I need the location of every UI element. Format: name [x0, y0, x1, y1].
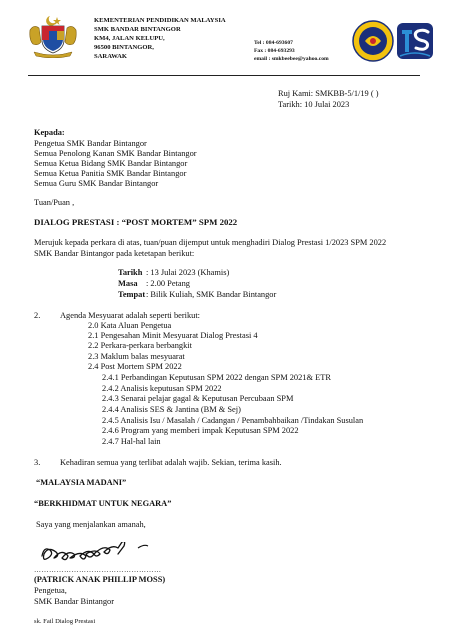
recipient-line: Semua Penolong Kanan SMK Bandar Bintangor	[34, 149, 197, 158]
address-line-1: KM4, JALAN KELUPU,	[94, 35, 165, 42]
email: email : smkbeebee@yahoo.com	[254, 56, 329, 62]
telephone: Tel : 084-693607	[254, 40, 293, 46]
ministry-name: KEMENTERIAN PENDIDIKAN MALAYSIA	[94, 17, 226, 24]
fax: Fax : 084-693293	[254, 48, 295, 54]
recipients-heading: Kepada:	[34, 128, 65, 137]
agenda-item: 2.0 Kata Aluan Pengetua	[88, 321, 172, 330]
agenda-item: 2.2 Perkara-perkara berbangkit	[88, 341, 192, 350]
school-badge-icon	[352, 20, 394, 62]
recipient-line: Semua Ketua Panitia SMK Bandar Bintangor	[34, 169, 187, 178]
school-name: SMK BANDAR BINTANGOR	[94, 26, 181, 33]
subject-title: DIALOG PRESTASI : “POST MORTEM” SPM 2022	[34, 217, 238, 227]
intro-line: SMK Bandar Bintangor pada ketetapan berikut:	[34, 249, 195, 258]
agenda-number: 2.	[34, 311, 41, 320]
slogan-berkhidmat: “BERKHIDMAT UNTUK NEGARA”	[34, 499, 172, 508]
signatory-school: SMK Bandar Bintangor	[34, 597, 115, 606]
detail-value-venue: : Bilik Kuliah, SMK Bandar Bintangor	[146, 290, 277, 299]
point-3-text: Kehadiran semua yang terlibat adalah wajib. Sekian, terima kasih.	[60, 458, 282, 467]
school-logo	[352, 20, 394, 62]
agenda-subitem: 2.4.5 Analisis Isu / Masalah / Cadangan / Penambahbaikan /Tindakan Susulan	[102, 416, 364, 425]
address-line-2: 96500 BINTANGOR,	[94, 44, 154, 51]
recipient-line: Semua Ketua Bidang SMK Bandar Bintangor	[34, 159, 188, 168]
signature	[34, 542, 164, 568]
reference-number: Ruj Kami: SMKBB-5/1/19 ( )	[278, 89, 379, 98]
signature-line: ……………………………………………	[34, 566, 162, 574]
agenda-subitem: 2.4.2 Analisis keputusan SPM 2022	[102, 384, 222, 393]
agenda-item: 2.4 Post Mortem SPM 2022	[88, 362, 182, 371]
kpm-logo-icon	[396, 20, 434, 62]
address-line-3: SARAWAK	[94, 53, 127, 60]
slogan-malaysia-madani: “MALAYSIA MADANI”	[36, 478, 127, 487]
letter-date: Tarikh: 10 Julai 2023	[278, 100, 350, 109]
closing-line: Saya yang menjalankan amanah,	[36, 520, 146, 529]
agenda-subitem: 2.4.3 Senarai pelajar gagal & Keputusan Percubaan SPM	[102, 394, 294, 403]
detail-label-date: Tarikh	[118, 268, 143, 277]
agenda-item: 2.1 Pengesahan Minit Mesyuarat Dialog Prestasi 4	[88, 331, 258, 340]
signatory-title: Pengetua,	[34, 586, 67, 595]
coat-of-arms-icon	[26, 14, 80, 58]
detail-value-time: : 2.00 Petang	[146, 279, 190, 288]
salutation: Tuan/Puan ,	[34, 198, 75, 207]
detail-value-date: : 13 Julai 2023 (Khamis)	[146, 268, 230, 277]
detail-label-time: Masa	[118, 279, 138, 288]
ministry-logo	[396, 20, 434, 62]
agenda-subitem: 2.4.1 Perbandingan Keputusan SPM 2022 dengan SPM 2021& ETR	[102, 373, 331, 382]
recipient-line: Pengetua SMK Bandar Bintangor	[34, 139, 147, 148]
cc-note: sk. Fail Dialog Prestasi	[34, 618, 96, 625]
agenda-subitem: 2.4.6 Program yang memberi impak Keputusan SPM 2022	[102, 426, 299, 435]
signatory-name: (PATRICK ANAK PHILLIP MOSS)	[34, 575, 166, 584]
handwritten-signature-icon	[34, 542, 164, 568]
letterhead-divider	[28, 75, 420, 76]
agenda-item: 2.3 Maklum balas mesyuarat	[88, 352, 185, 361]
agenda-heading: Agenda Mesyuarat adalah seperti berikut:	[60, 311, 200, 320]
agenda-subitem: 2.4.7 Hal-hal lain	[102, 437, 161, 446]
point-3-number: 3.	[34, 458, 41, 467]
agenda-subitem: 2.4.4 Analisis SES & Jantina (BM & Sej)	[102, 405, 241, 414]
detail-label-venue: Tempat	[118, 290, 146, 299]
intro-line: Merujuk kepada perkara di atas, tuan/puan dijemput untuk menghadiri Dialog Prestasi 1/2023 SPM 2022	[34, 238, 387, 247]
malaysia-crest	[26, 14, 80, 58]
recipient-line: Semua Guru SMK Bandar Bintangor	[34, 179, 159, 188]
